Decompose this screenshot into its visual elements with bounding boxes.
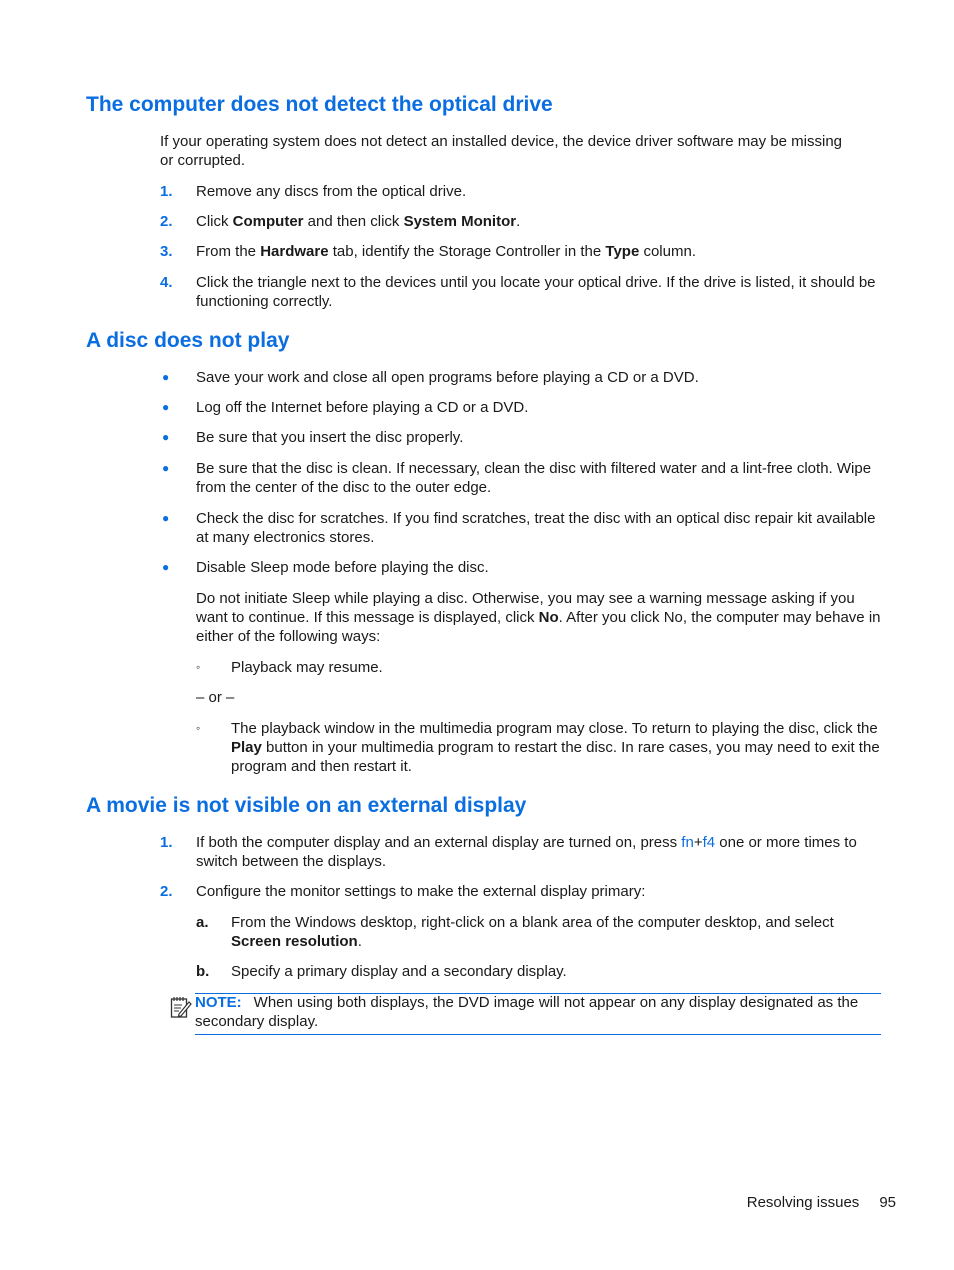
- bullet-icon: ●: [162, 461, 170, 475]
- intro-paragraph: If your operating system does not detect an installed device, the device driver software may be missing or corrupted.: [160, 133, 843, 169]
- sub-bullet-icon: ◦: [196, 721, 201, 735]
- step-text: Remove any discs from the optical drive.: [196, 183, 467, 200]
- substep-label: a.: [196, 914, 209, 931]
- step-text: Click the triangle next to the devices until you locate your optical drive. If the drive is listed, it should be functioning correctly.: [196, 274, 876, 310]
- page-footer: [700, 1193, 896, 1212]
- heading-movie-external-display: A movie is not visible on an external display: [86, 794, 527, 817]
- substep-text: Specify a primary display and a secondary display.: [231, 963, 567, 980]
- list-item: Be sure that you insert the disc properly.: [196, 429, 464, 446]
- heading-disc-not-play: A disc does not play: [86, 329, 290, 352]
- bullet-icon: ●: [162, 400, 170, 414]
- sub-list-item: Playback may resume.: [231, 659, 383, 676]
- page-number: 95: [879, 1194, 896, 1211]
- step-text: If both the computer display and an external display are turned on, press fn+f4 one or more times to switch between the displays.: [196, 834, 857, 870]
- bullet-icon: ●: [162, 511, 170, 525]
- bullet-icon: ●: [162, 430, 170, 444]
- bullet-icon: ●: [162, 370, 170, 384]
- or-separator: – or –: [196, 689, 235, 706]
- step-number: 3.: [160, 243, 173, 260]
- key-fn: fn: [681, 834, 694, 851]
- note-text: NOTE: When using both displays, the DVD image will not appear on any display designated as the secondary display.: [195, 994, 859, 1030]
- list-item: Log off the Internet before playing a CD or a DVD.: [196, 399, 529, 416]
- step-text: From the Hardware tab, identify the Storage Controller in the Type column.: [196, 243, 696, 260]
- step-number: 1.: [160, 834, 173, 851]
- sleep-paragraph: Do not initiate Sleep while playing a disc. Otherwise, you may see a warning message asking if you want to continue. If this message is displayed, click No. After you click No, the computer may behave in either of the following ways:: [196, 590, 881, 645]
- step-number: 2.: [160, 213, 173, 230]
- key-f4: f4: [702, 834, 716, 851]
- note-pad-icon: [170, 995, 192, 1019]
- step-number: 4.: [160, 274, 173, 291]
- step-text: Click Computer and then click System Monitor.: [196, 213, 521, 230]
- substep-label: b.: [196, 963, 210, 980]
- step-number: 1.: [160, 183, 173, 200]
- note-label: NOTE:: [195, 994, 242, 1011]
- list-item: Check the disc for scratches. If you find scratches, treat the disc with an optical disc repair kit available at many electronics stores.: [196, 510, 876, 546]
- sub-bullet-icon: ◦: [196, 660, 201, 674]
- list-item: Be sure that the disc is clean. If necessary, clean the disc with filtered water and a lint-free cloth. Wipe from the center of the disc to the outer edge.: [196, 460, 872, 496]
- sub-list-item: The playback window in the multimedia program may close. To return to playing the disc, click the Play button in your multimedia program to restart the disc. In rare cases, you may need to exit the program and then restart it.: [231, 720, 880, 775]
- step-number: 2.: [160, 883, 173, 900]
- bullet-icon: ●: [162, 560, 170, 574]
- footer-section-title: Resolving issues: [746, 1194, 860, 1211]
- list-item: Save your work and close all open programs before playing a CD or a DVD.: [196, 369, 699, 386]
- step-text: Configure the monitor settings to make the external display primary:: [196, 883, 646, 900]
- substep-text: From the Windows desktop, right-click on a blank area of the computer desktop, and select Screen resolution.: [231, 914, 834, 950]
- list-item: Disable Sleep mode before playing the disc.: [196, 559, 489, 576]
- heading-optical-drive: The computer does not detect the optical drive: [86, 93, 553, 116]
